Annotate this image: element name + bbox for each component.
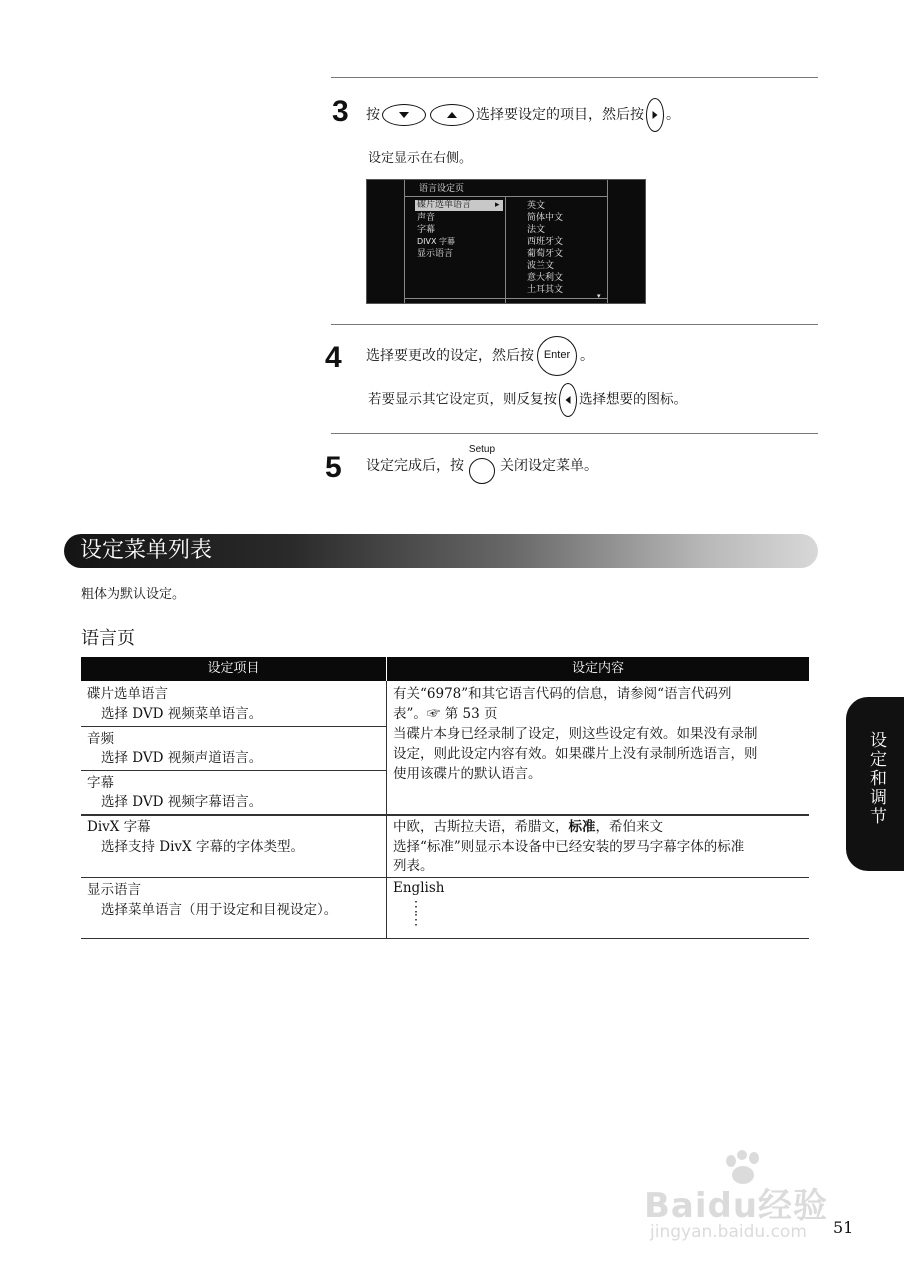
- scroll-down-icon: ▾: [597, 292, 601, 300]
- default-option: 标准: [568, 819, 596, 835]
- step4-sub-pre: 若要显示其它设定页，则反复按: [368, 391, 557, 408]
- step3-instruction: [366, 98, 680, 132]
- screen-option: 葡萄牙文: [527, 249, 564, 259]
- content-text: 使用该碟片的默认语言。: [393, 766, 542, 782]
- chapter-tab-label: 设定和调节: [866, 731, 886, 826]
- content-text: English: [393, 880, 445, 896]
- setting-name: 碟片选单语言: [87, 686, 168, 702]
- screen-item: 声音: [417, 213, 436, 223]
- setup-button-icon: [467, 446, 497, 486]
- language-setup-screen: [366, 179, 646, 304]
- down-arrow-button-icon: [382, 104, 426, 126]
- screen-title: 语言设定页: [419, 184, 465, 194]
- setting-desc: 选择菜单语言（用于设定和目视设定）。: [101, 902, 338, 918]
- step5-post: 关闭设定菜单。: [500, 458, 598, 474]
- enter-button-icon: Enter: [537, 336, 577, 376]
- setting-name: 显示语言: [87, 882, 141, 898]
- step-number: 5: [325, 451, 342, 484]
- content-text: 列表。: [393, 858, 434, 874]
- step3-pre: 按: [366, 107, 380, 123]
- screen-option: 意大利文: [527, 273, 564, 283]
- section-banner: [64, 534, 818, 568]
- step4-instruction: [366, 336, 594, 376]
- screen-option: 法文: [527, 225, 546, 235]
- step-number: 3: [332, 95, 349, 128]
- screen-item: 字幕: [417, 225, 436, 235]
- setting-name: 音频: [87, 731, 114, 747]
- step4-text: 选择要更改的设定，然后按: [366, 348, 534, 364]
- left-arrow-button-icon: [559, 383, 577, 417]
- setup-label: Setup: [468, 444, 496, 455]
- step5-instruction: [366, 446, 598, 486]
- step4-subtext: [368, 383, 687, 417]
- screen-option: 西班牙文: [527, 237, 564, 247]
- right-arrow-button-icon: [646, 98, 664, 132]
- table-header: 设定内容: [387, 657, 809, 681]
- setting-name: DivX 字幕: [87, 819, 151, 835]
- setting-desc: 选择 DVD 视频声道语言。: [101, 750, 263, 766]
- content-text: 当碟片本身已经录制了设定，则这些设定有效。如果没有录制: [393, 726, 758, 742]
- screen-item: DIVX 字幕: [417, 237, 456, 246]
- watermark: [640, 1150, 850, 1270]
- screen-option: 简体中文: [527, 213, 564, 223]
- content-text: 设定，则此设定内容有效。如果碟片上没有录制所选语言，则: [393, 746, 758, 762]
- screen-item: 显示语言: [417, 249, 454, 259]
- divx-options: 中欧，古斯拉夫语，希腊文，标准，希伯来文: [393, 819, 663, 835]
- divider: [331, 433, 818, 434]
- selected-arrow-icon: ▸: [495, 200, 500, 210]
- screen-option: 波兰文: [527, 261, 555, 271]
- step5-pre: 设定完成后，按: [366, 458, 464, 474]
- setting-desc: 选择 DVD 视频字幕语言。: [101, 794, 263, 810]
- ellipsis-icon: ⋮: [409, 899, 423, 915]
- step4-post: 。: [580, 348, 594, 364]
- page-number: 51: [833, 1218, 854, 1237]
- setting-desc: 选择 DVD 视频菜单语言。: [101, 706, 263, 722]
- content-text: 表”。☞ 第 53 页: [393, 706, 498, 722]
- page-subheading: 语言页: [81, 628, 135, 649]
- default-note: 粗体为默认设定。: [81, 587, 186, 602]
- screen-item-selected: 碟片选单语言: [417, 200, 472, 210]
- step3-subtext: 设定显示在右侧。: [368, 151, 473, 166]
- watermark-url: jingyan.baidu.com: [650, 1222, 807, 1242]
- step3-post: 。: [666, 107, 680, 123]
- chapter-tab: [846, 697, 904, 871]
- step3-mid: 选择要设定的项目，然后按: [476, 107, 644, 123]
- step4-sub-post: 选择想要的图标。: [579, 391, 687, 408]
- table-header: 设定项目: [81, 657, 386, 681]
- step-number: 4: [325, 341, 342, 374]
- ellipsis-icon: ⋮: [409, 912, 423, 928]
- screen-option: 英文: [527, 201, 546, 211]
- setting-name: 字幕: [87, 775, 114, 791]
- up-arrow-button-icon: [430, 104, 474, 126]
- content-text: 有关“6978”和其它语言代码的信息，请参阅“语言代码列: [393, 686, 732, 702]
- divider-top: [331, 77, 818, 78]
- section-title: 设定菜单列表: [80, 538, 213, 563]
- divider: [331, 324, 818, 325]
- screen-option: 土耳其文: [527, 285, 564, 295]
- watermark-brand: Baidu经验: [644, 1186, 829, 1226]
- setting-desc: 选择支持 DivX 字幕的字体类型。: [101, 839, 304, 855]
- content-text: 选择“标准”则显示本设备中已经安装的罗马字幕字体的标准: [393, 839, 745, 855]
